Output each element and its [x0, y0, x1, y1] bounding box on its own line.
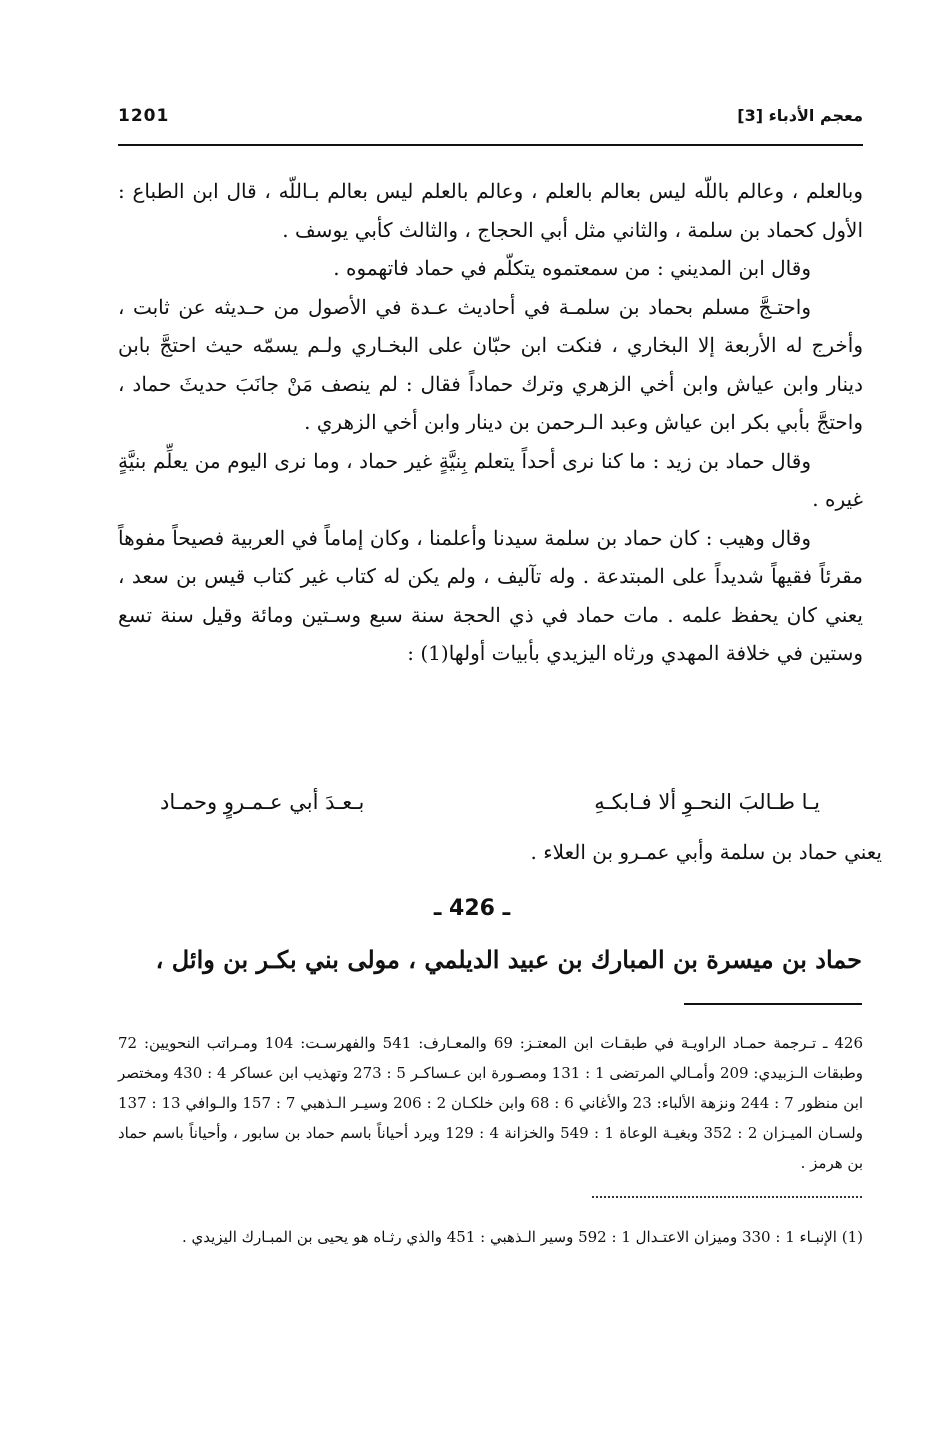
- entry-number: ـ 426 ـ: [433, 896, 511, 921]
- paragraph: وقال ابن المديني : من سمعتموه يتكلّم في حماد فاتهموه .: [333, 256, 811, 280]
- running-title: معجم الأدباء [3]: [737, 106, 863, 125]
- footnote-separator: [684, 1003, 862, 1005]
- paragraph: وقال وهيب : كان حماد بن سلمة سيدنا وأعلمنا ، وكان إماماً في العربية فصيحاً مفوهاً مقرئاً فقيهاً شديداً على المبتدعة . وله تآليف ، ولم يكن له كتاب غير كتاب قيس بن سعد ، يعني كان يحفظ علمه . مات حماد في ذي الحجة سنة سبع وسـتين ومائة وقيل سنة تسع وستين في خلافة المهدي ورثاه اليزيدي بأبيات أولها(1) :: [118, 525, 863, 665]
- entry-heading: حماد بن ميسرة بن المبارك بن عبيد الديلمي ، مولى بني بكـر بن وائل ،: [155, 945, 862, 974]
- paragraph: وبالعلم ، وعالم باللّه ليس بعالم بالعلم ، وعالم بالعلم ليس بعالم بـاللّه ، قال ابن الطباع : الأول كحماد بن سلمة ، والثاني مثل أبي الحجاج ، والثالث كأبي يوسف .: [118, 179, 864, 242]
- paragraph: وقال حماد بن زيد : ما كنا نرى أحداً يتعلم بِنيَّةٍ غير حماد ، وما نرى اليوم من يعلِّم بنيَّةٍ غيره .: [118, 448, 863, 511]
- footnote-dotted-separator: [592, 1196, 862, 1198]
- poem-verse: [160, 790, 820, 830]
- body-text: [118, 172, 863, 673]
- page-number: 1201: [118, 106, 170, 126]
- footnote-text: (1) الإنبـاء 1 : 330 وميزان الاعتـدال 1 : 592 وسير الـذهبي : 451 والذي رثـاه هو يحيى بن المبـارك اليزيدي .: [182, 1228, 863, 1246]
- poem-hemistich-second: بـعـدَ أبي عـمـروٍ وحمـاد: [160, 790, 365, 814]
- footnote-note-1: [118, 1222, 863, 1253]
- poem-note: يعني حماد بن سلمة وأبي عمـرو بن العلاء .: [530, 840, 882, 864]
- footnote-text: 426 ـ تـرجمة حمـاد الراويـة في طبقـات ابن المعتـز: 69 والمعـارف: 541 والفهرسـت: 104 ومـراتب النحويين: 72 وطبقات الـزبيدي: 209 وأمـالي المرتضى 1 : 131 ومصـورة ابن عـساكـر 5 : 273 وتهذيب ابن عساكر 4 : 430 ومختصر ابن منظور 7 : 244 ونزهة الألباء: 23 والأغاني 6 : 68 وابن خلكـان 2 : 206 وسيـر الـذهبي 7 : 157 والـوافي 13 : 137 ولسـان الميـزان 2 : 352 وبغيـة الوعاة 1 : 549 والخزانة 4 : 129 ويرد أحياناً باسم حماد بن سابور ، وأحياناً باسم حماد بن هرمز .: [118, 1034, 864, 1172]
- footnote-biography: [118, 1028, 863, 1178]
- paragraph: واحتـجَّ مسلم بحماد بن سلمـة في أحاديث عـدة في الأصول من حـديثه عن ثابت ، وأخرج له الأربعة إلا البخاري ، فنكت ابن حبّان على البخـاري ولـم يسمّه حيث احتجَّ بابن دينار وابن عياش وابن أخي الزهري وترك حماداً فقال : لم ينصف مَنْ جانَبَ حديثَ حماد ، واحتجَّ بأبي بكر ابن عياش وعبد الـرحمن بن دينار وابن أخي الزهري .: [118, 294, 863, 434]
- page-header: [118, 104, 863, 146]
- poem-hemistich-first: يـا طـالبَ النحـوِ ألا فـابكـهِ: [594, 790, 820, 814]
